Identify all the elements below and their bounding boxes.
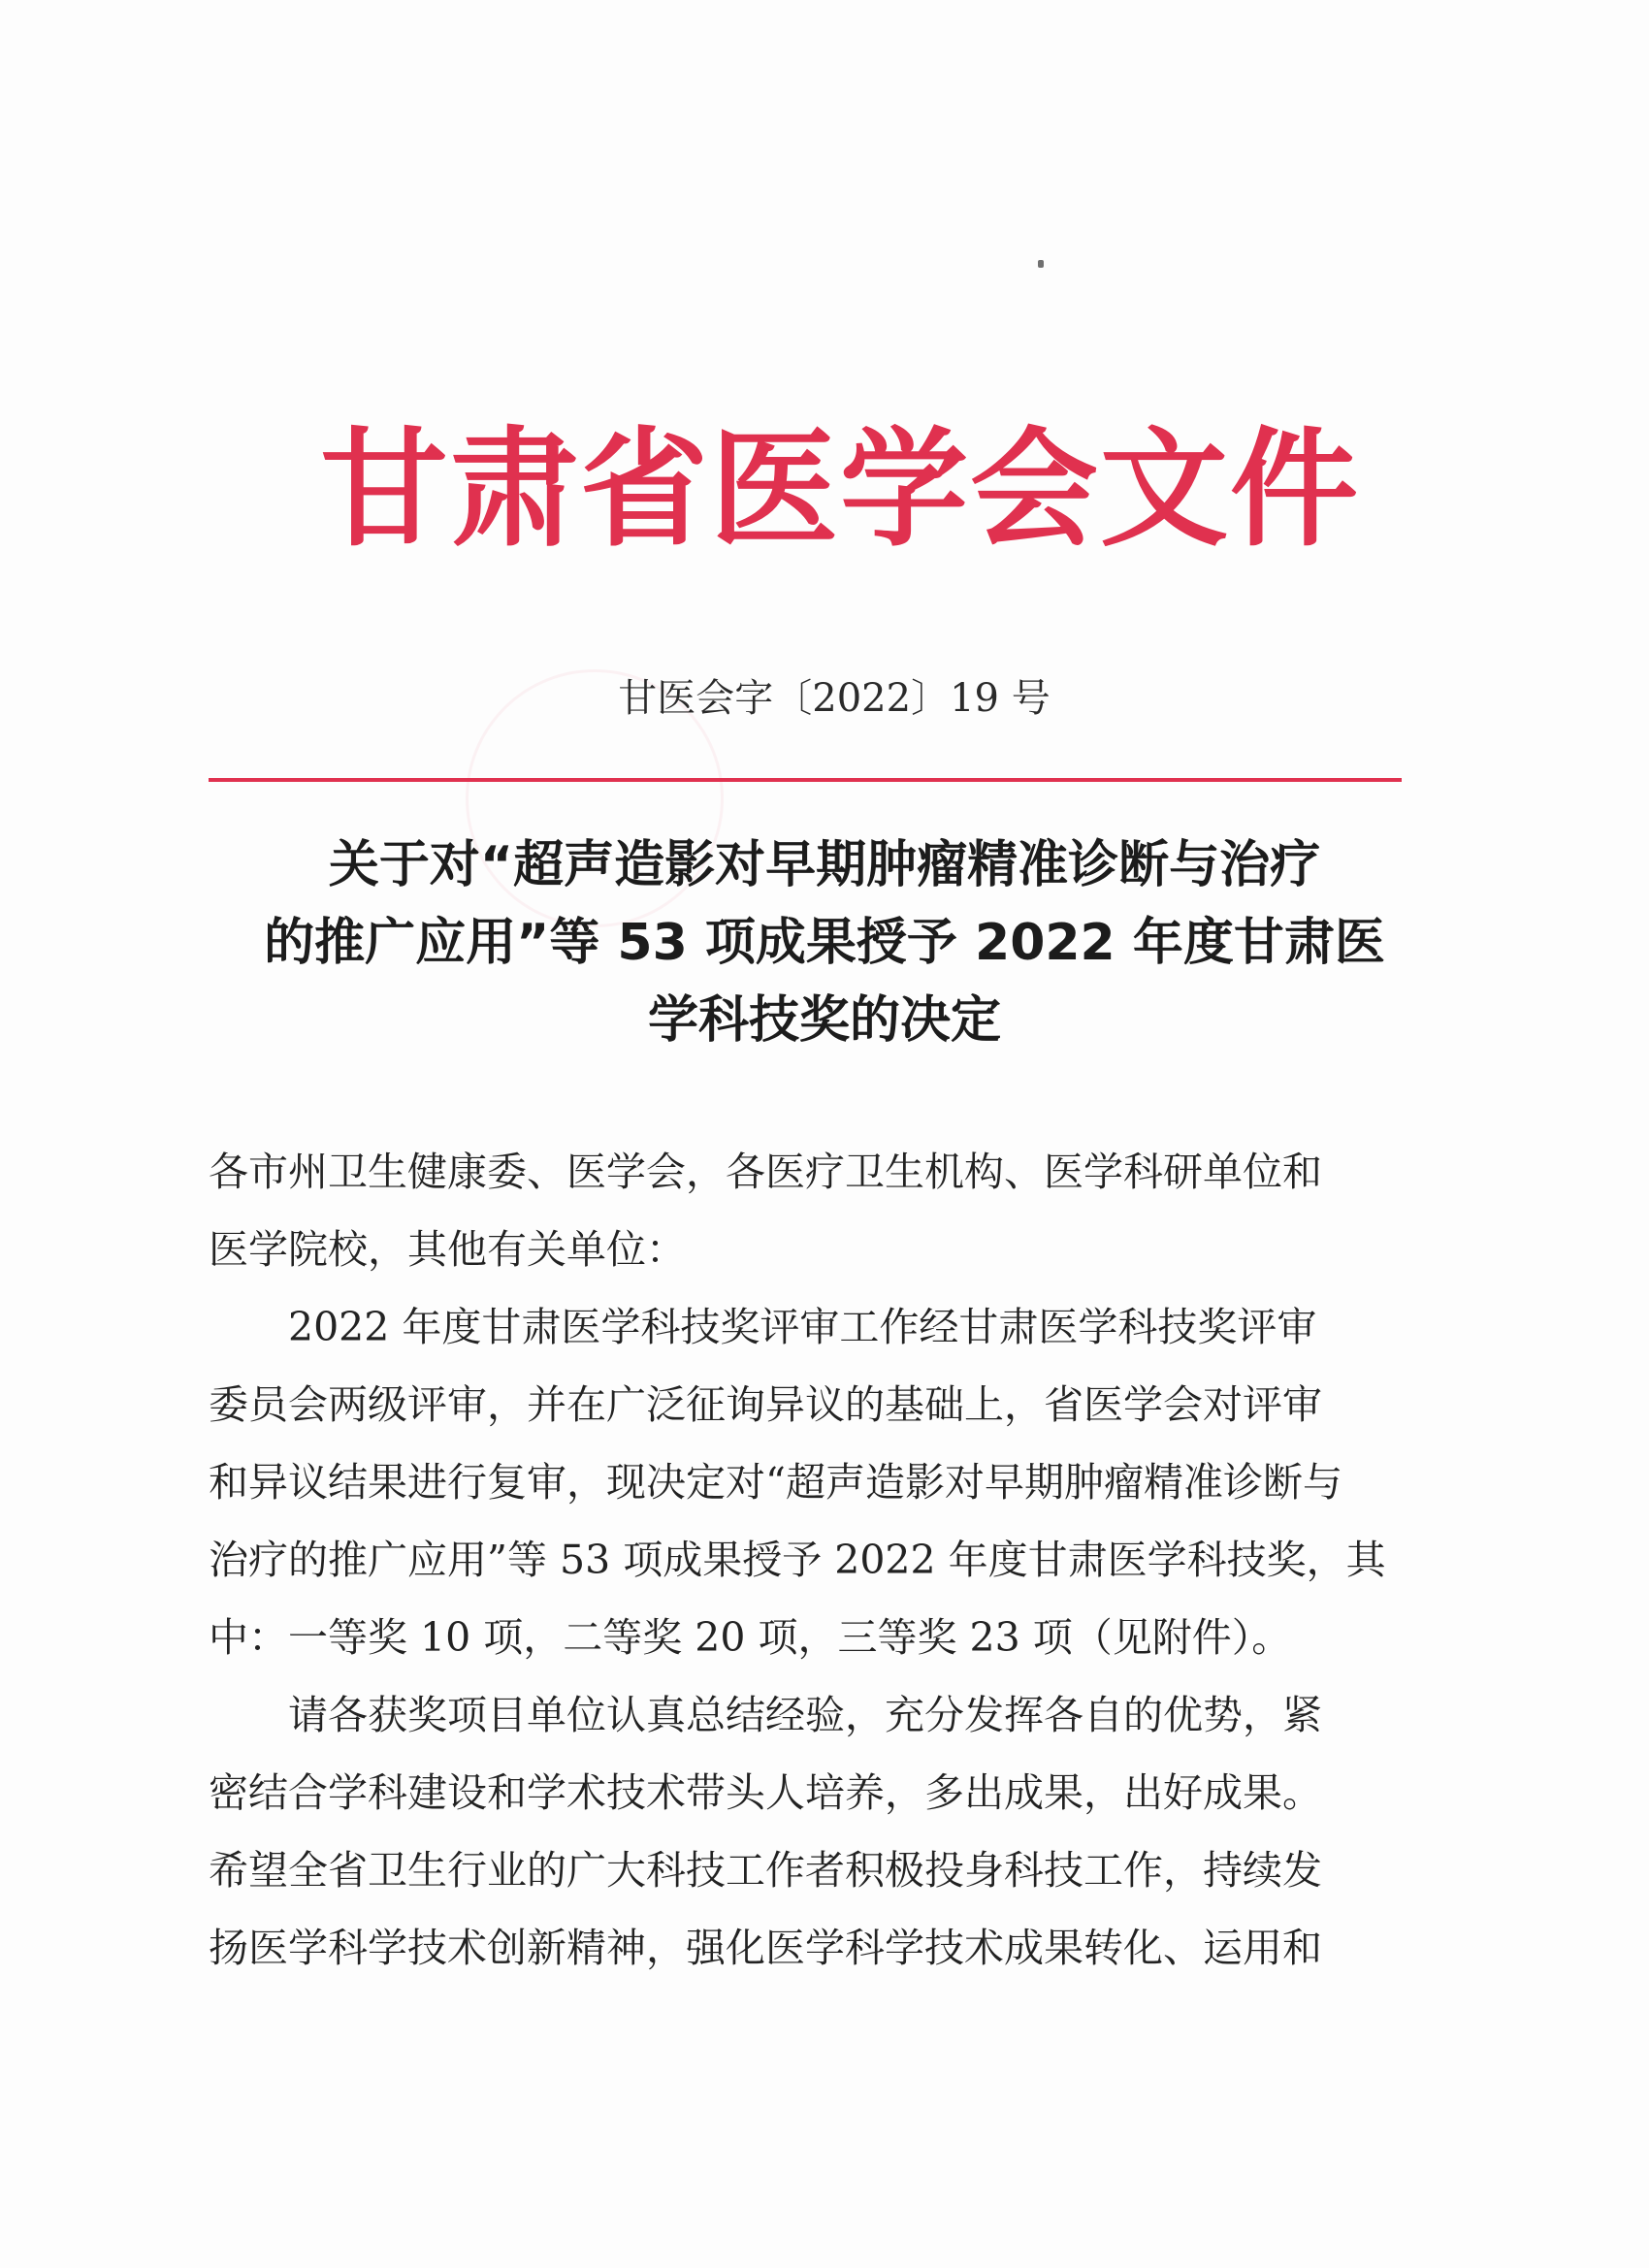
body-line: 密结合学科建设和学术技术带头人培养，多出成果，出好成果。 bbox=[209, 1769, 1322, 1816]
masthead-title: 甘肃省医学会文件 bbox=[320, 415, 1360, 565]
title-line: 关于对“超声造影对早期肿瘤精准诊断与治疗 bbox=[328, 836, 1321, 894]
body-line: 和异议结果进行复审，现决定对“超声造影对早期肿瘤精准诊断与 bbox=[209, 1459, 1342, 1506]
body-line: 2022 年度甘肃医学科技奖评审工作经甘肃医学科技奖评审 bbox=[209, 1304, 1317, 1350]
body-line: 中：一等奖 10 项，二等奖 20 项，三等奖 23 项（见附件）。 bbox=[209, 1614, 1292, 1661]
document-title bbox=[194, 826, 1455, 1059]
scan-speck bbox=[1038, 260, 1044, 268]
body-line: 治疗的推广应用”等 53 项成果授予 2022 年度甘肃医学科技奖，其 bbox=[209, 1537, 1386, 1583]
body-line: 请各获奖项目单位认真总结经验，充分发挥各自的优势，紧 bbox=[209, 1692, 1322, 1738]
document-body bbox=[209, 1133, 1406, 1987]
title-line: 的推广应用”等 53 项成果授予 2022 年度甘肃医 bbox=[264, 914, 1385, 972]
red-divider-line bbox=[209, 778, 1402, 782]
body-line: 医学院校，其他有关单位： bbox=[209, 1226, 686, 1273]
document-number: 甘医会字〔2022〕19 号 bbox=[618, 676, 1051, 721]
body-line: 希望全省卫生行业的广大科技工作者积极投身科技工作，持续发 bbox=[209, 1847, 1322, 1894]
body-line: 各市州卫生健康委、医学会，各医疗卫生机构、医学科研单位和 bbox=[209, 1149, 1322, 1195]
title-line: 学科技奖的决定 bbox=[647, 991, 1001, 1050]
body-line: 委员会两级评审，并在广泛征询异议的基础上，省医学会对评审 bbox=[209, 1381, 1322, 1428]
body-line: 扬医学科学技术创新精神，强化医学科学技术成果转化、运用和 bbox=[209, 1925, 1322, 1971]
